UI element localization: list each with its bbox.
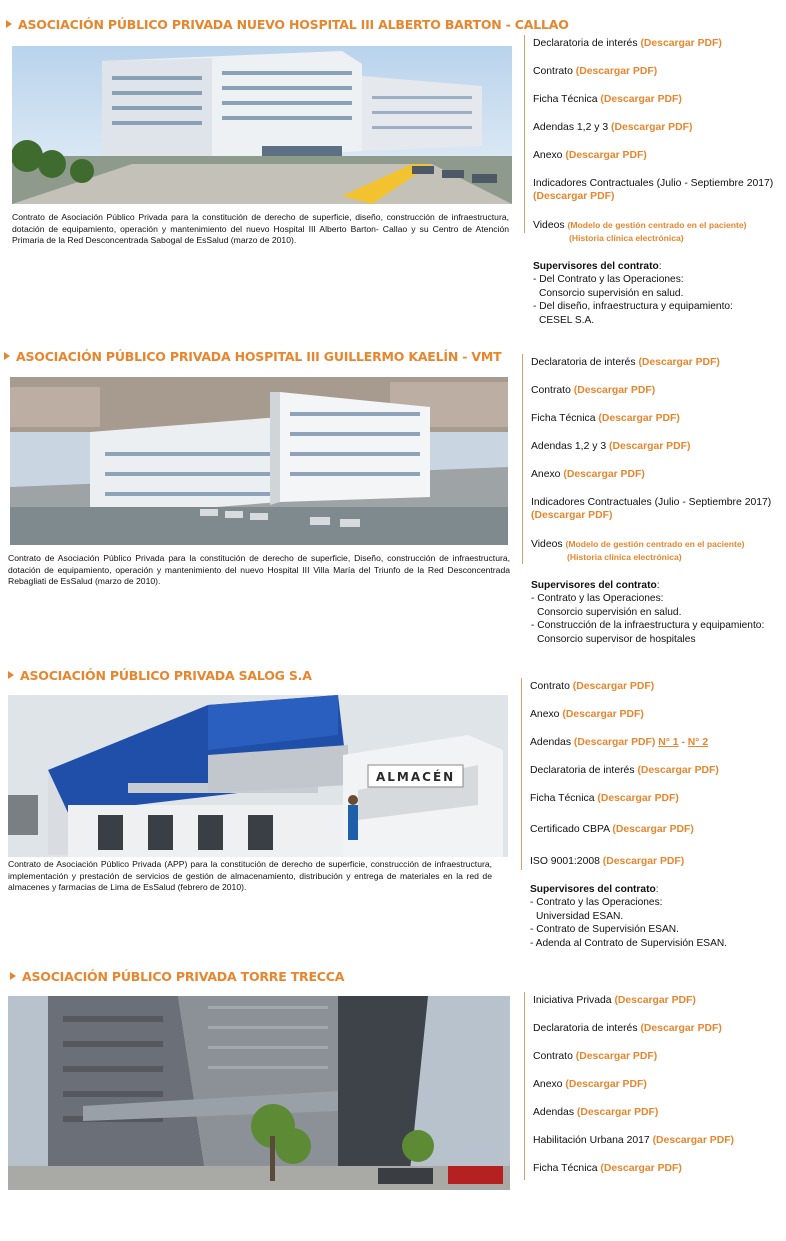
- download-pdf-link[interactable]: (Descargar PDF): [614, 995, 696, 1006]
- link-adendas: Adendas (Descargar PDF) N° 1 - N° 2: [530, 737, 709, 748]
- link-contrato: Contrato (Descargar PDF): [531, 385, 656, 396]
- supervisors-block: Supervisores del contrato: - Del Contrato y las Operaciones: Consorcio supervisión en salud. - Del diseño, infraestructura y equipamiento: CESEL S.A.: [533, 261, 733, 326]
- download-pdf-link[interactable]: (Descargar PDF): [612, 824, 694, 835]
- link-adendas: Adendas (Descargar PDF): [533, 1107, 659, 1118]
- arrow-icon: [6, 20, 12, 28]
- download-pdf-link[interactable]: (Descargar PDF): [533, 191, 615, 202]
- link-videos: Videos (Modelo de gestión centrado en el paciente) (Historia clínica electrónica): [531, 539, 745, 562]
- download-pdf-link[interactable]: (Descargar PDF): [640, 38, 722, 49]
- hospital-barton-photo: [12, 46, 512, 204]
- link-anexo: Anexo (Descargar PDF): [533, 150, 647, 161]
- download-pdf-link[interactable]: (Descargar PDF): [609, 441, 691, 452]
- link-ficha-tecnica: Ficha Técnica (Descargar PDF): [533, 1163, 682, 1174]
- download-pdf-link[interactable]: (Descargar PDF): [597, 793, 679, 804]
- section-title: ASOCIACIÓN PÚBLICO PRIVADA SALOG S.A: [8, 668, 312, 683]
- section-title: ASOCIACIÓN PÚBLICO PRIVADA HOSPITAL III GUILLERMO KAELÍN - VMT: [4, 349, 501, 364]
- download-pdf-link[interactable]: (Descargar PDF): [640, 1023, 722, 1034]
- download-pdf-link[interactable]: (Descargar PDF): [652, 1135, 734, 1146]
- documents-panel: [524, 35, 786, 243]
- section-kaelin: [0, 335, 786, 655]
- arrow-icon: [8, 671, 14, 679]
- download-pdf-link[interactable]: (Descargar PDF): [611, 122, 693, 133]
- download-pdf-link[interactable]: (Descargar PDF): [573, 385, 656, 396]
- download-pdf-link[interactable]: (Descargar PDF): [600, 94, 682, 105]
- supervisors-block: Supervisores del contrato: - Contrato y las Operaciones: Universidad ESAN. - Contrato de Supervisión ESAN. - Adenda al Contrato de Supervisión ESAN.: [530, 884, 728, 949]
- link-contrato: Contrato (Descargar PDF): [533, 66, 658, 77]
- download-pdf-link[interactable]: (Descargar PDF): [531, 510, 613, 521]
- section-description: Contrato de Asociación Público Privada para la constitución de derecho de superficie, diseño, construcción de infraestructura, dotación de equipamiento, operación y mantenimiento del nuevo Hospital III Alberto Barton- Callao y su Centro de Atención Primaria de la Red Desconcentrada Sabogal de EsSalud (marzo de 2010).: [12, 212, 509, 246]
- link-iso: ISO 9001:2008 (Descargar PDF): [530, 856, 685, 867]
- link-adendas: Adendas 1,2 y 3 (Descargar PDF): [531, 441, 691, 452]
- link-indicadores: Indicadores Contractuales (Julio - Septiembre 2017) (Descargar PDF): [531, 497, 772, 521]
- download-pdf-link[interactable]: (Descargar PDF): [572, 681, 655, 692]
- link-indicadores: Indicadores Contractuales (Julio - Septiembre 2017) (Descargar PDF): [533, 178, 774, 202]
- section-trecca: [0, 960, 786, 1241]
- download-pdf-link[interactable]: (Descargar PDF): [575, 66, 658, 77]
- link-adendas: Adendas 1,2 y 3 (Descargar PDF): [533, 122, 693, 133]
- arrow-icon: [4, 352, 10, 360]
- section-title: ASOCIACIÓN PÚBLICO PRIVADA NUEVO HOSPITAL III ALBERTO BARTON - CALLAO: [6, 17, 569, 32]
- link-contrato: Contrato (Descargar PDF): [533, 1051, 658, 1062]
- adenda-1-link[interactable]: N° 1: [658, 737, 679, 748]
- download-pdf-link[interactable]: (Descargar PDF): [562, 709, 644, 720]
- section-description: Contrato de Asociación Público Privada para la constitución de derecho de superficie, Diseño, construcción de infraestructura, dotación de equipamiento, operación y mantenimiento del nuevo Hospital III Villa María del Triunfo de la Red Desconcentrada Rebagliati de EsSalud (marzo de 2010).: [8, 553, 510, 587]
- link-declaratoria: Declaratoria de interés (Descargar PDF): [533, 38, 722, 49]
- link-iniciativa-privada: Iniciativa Privada (Descargar PDF): [533, 995, 696, 1006]
- svg-text:ALMACÉN: ALMACÉN: [376, 770, 456, 784]
- download-pdf-link[interactable]: (Descargar PDF): [575, 1051, 658, 1062]
- section-barton: [0, 0, 786, 335]
- link-anexo: Anexo (Descargar PDF): [531, 469, 645, 480]
- video-link-modelo[interactable]: (Modelo de gestión centrado en el paciente): [567, 220, 747, 230]
- link-habilitacion-urbana: Habilitación Urbana 2017 (Descargar PDF): [533, 1135, 734, 1146]
- video-link-historia[interactable]: (Historia clínica electrónica): [567, 552, 682, 562]
- arrow-icon: [10, 972, 16, 980]
- download-pdf-link[interactable]: (Descargar PDF): [565, 150, 647, 161]
- link-ficha-tecnica: Ficha Técnica (Descargar PDF): [533, 94, 682, 105]
- link-certificado-cbpa: Certificado CBPA (Descargar PDF): [530, 824, 694, 835]
- video-link-historia[interactable]: (Historia clínica electrónica): [569, 233, 684, 243]
- download-pdf-link[interactable]: (Descargar PDF): [598, 413, 680, 424]
- documents-panel: [521, 678, 786, 870]
- section-salog: [0, 655, 786, 960]
- documents-panel: [524, 992, 786, 1180]
- section-description: Contrato de Asociación Público Privada (APP) para la constitución de derecho de superficie, construcción de infraestructura, implementación y prestación de servicios de gestión de almacenamiento, distribución y entrega de materiales en la red de almacenes y farmacias de Lima de EsSalud (febrero de 2010).: [8, 859, 492, 893]
- hospital-kaelin-photo: [10, 377, 508, 545]
- section-title: ASOCIACIÓN PÚBLICO PRIVADA TORRE TRECCA: [10, 969, 344, 984]
- download-pdf-link[interactable]: (Descargar PDF): [563, 469, 645, 480]
- link-declaratoria: Declaratoria de interés (Descargar PDF): [530, 765, 719, 776]
- link-contrato: Contrato (Descargar PDF): [530, 681, 655, 692]
- almacen-salog-photo: [8, 695, 508, 857]
- download-pdf-link[interactable]: (Descargar PDF): [573, 737, 656, 748]
- download-pdf-link[interactable]: (Descargar PDF): [600, 1163, 682, 1174]
- link-declaratoria: Declaratoria de interés (Descargar PDF): [531, 357, 720, 368]
- documents-panel: [522, 354, 786, 564]
- download-pdf-link[interactable]: (Descargar PDF): [637, 765, 719, 776]
- link-ficha-tecnica: Ficha Técnica (Descargar PDF): [530, 793, 679, 804]
- link-videos: Videos (Modelo de gestión centrado en el paciente) (Historia clínica electrónica): [533, 220, 747, 243]
- download-pdf-link[interactable]: (Descargar PDF): [576, 1107, 659, 1118]
- torre-trecca-photo: [8, 996, 510, 1190]
- link-anexo: Anexo (Descargar PDF): [533, 1079, 647, 1090]
- download-pdf-link[interactable]: (Descargar PDF): [602, 856, 685, 867]
- download-pdf-link[interactable]: (Descargar PDF): [565, 1079, 647, 1090]
- link-anexo: Anexo (Descargar PDF): [530, 709, 644, 720]
- video-link-modelo[interactable]: (Modelo de gestión centrado en el paciente): [565, 539, 745, 549]
- download-pdf-link[interactable]: (Descargar PDF): [638, 357, 720, 368]
- adenda-2-link[interactable]: N° 2: [687, 737, 709, 748]
- link-ficha-tecnica: Ficha Técnica (Descargar PDF): [531, 413, 680, 424]
- link-declaratoria: Declaratoria de interés (Descargar PDF): [533, 1023, 722, 1034]
- supervisors-block: Supervisores del contrato: - Contrato y las Operaciones: Consorcio supervisión en salud. - Construcción de la infraestructura y equipamiento: Consorcio supervisor de hospitales: [531, 580, 765, 645]
